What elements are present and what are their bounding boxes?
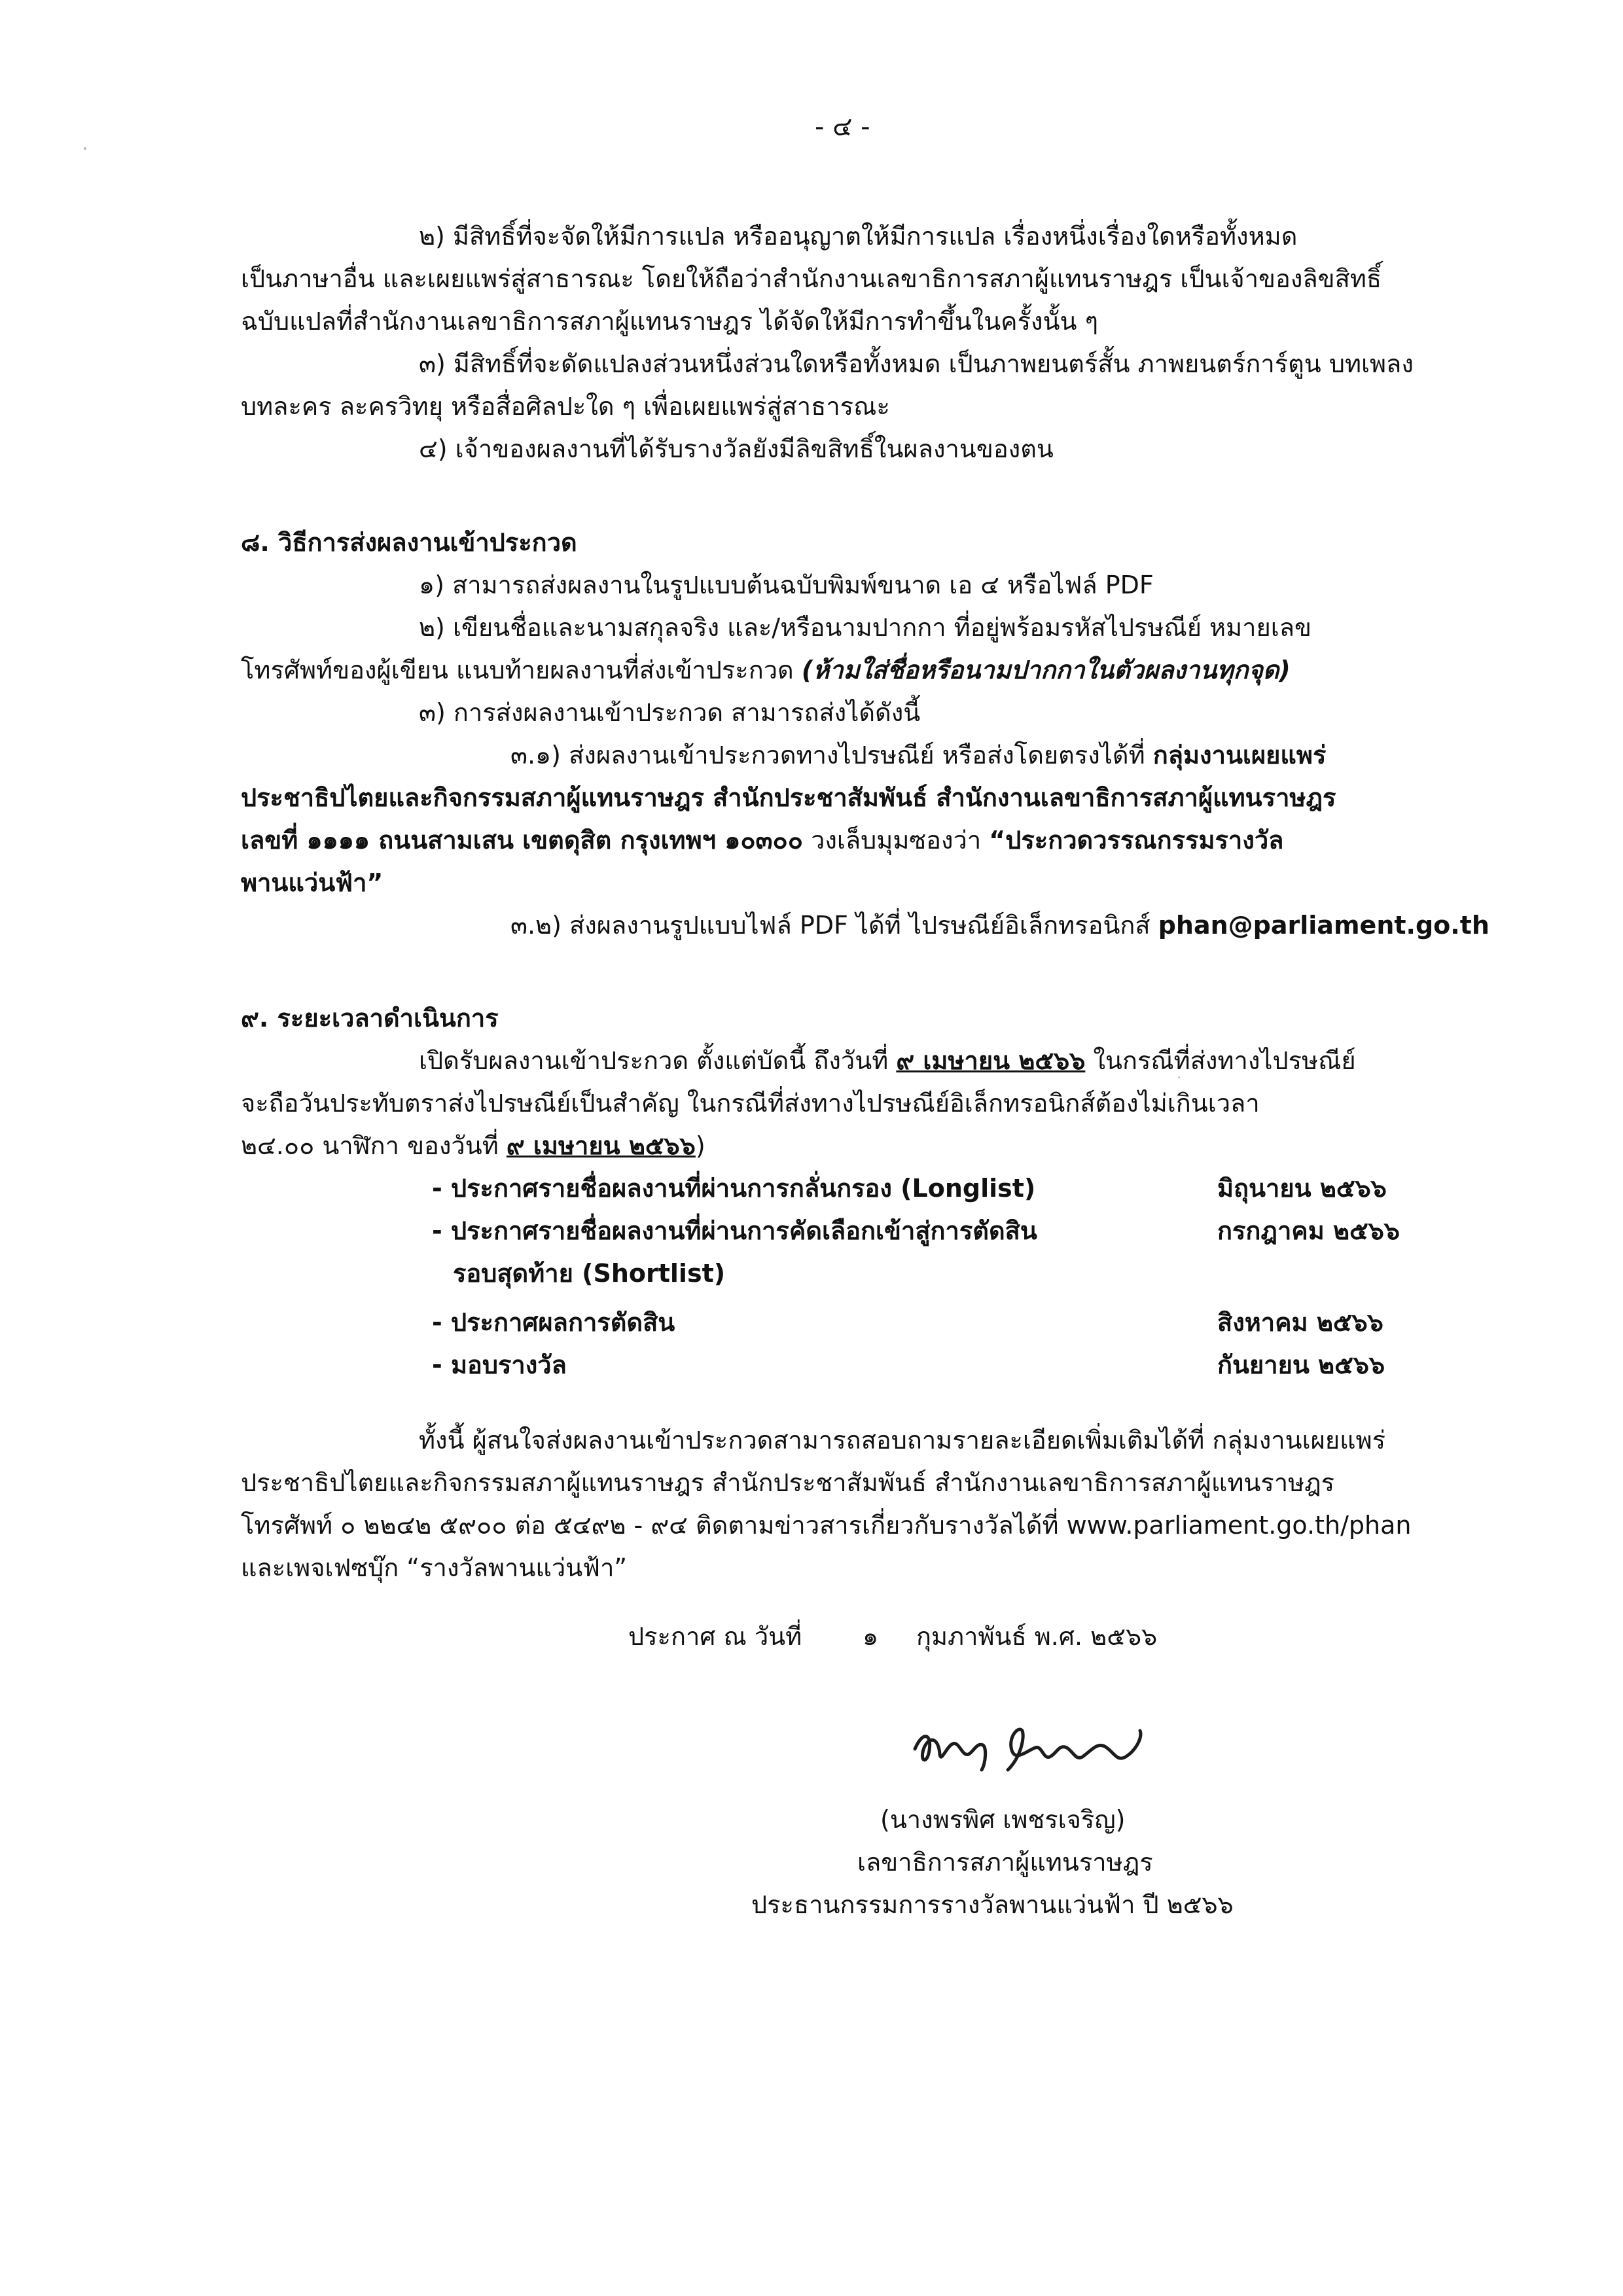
page-number: - ๔ - — [815, 112, 870, 142]
schedule-date: สิงหาคม ๒๕๖๖ — [1217, 1308, 1383, 1337]
right-item-4: ๔) เจ้าของผลงานที่ได้รับรางวัลยังมีลิขสิทธิ์ในผลงานของตน — [419, 434, 1054, 463]
item-3-1-text: ๓.๑) ส่งผลงานเข้าประกวดทางไปรษณีย์ หรือส่งโดยตรงได้ที่ — [510, 741, 1153, 769]
closing-line-4: และเพจเฟซบุ๊ก “รางวัลพานแว่นฟ้า” — [241, 1553, 628, 1582]
signatory-name: (นางพรพิศ เพชรเจริญ) — [880, 1805, 1126, 1834]
schedule-label-cont: รอบสุดท้าย (Shortlist) — [453, 1259, 726, 1288]
deadline-date: ๙ เมษายน ๒๕๖๖ — [896, 1046, 1086, 1075]
deadline-date: ๙ เมษายน ๒๕๖๖ — [506, 1131, 696, 1160]
right-item-3-line-2: บทละคร ละครวิทยุ หรือสื่อศิลปะใด ๆ เพื่อเผยแพร่สู่สาธารณะ — [241, 392, 890, 421]
envelope-note: วงเล็บมุมซองว่า — [802, 826, 990, 855]
item-3-1-org: กลุ่มงานเผยแพร่ — [1152, 741, 1327, 769]
closing-line-2: ประชาธิปไตยและกิจกรรมสภาผู้แทนราษฎร สำนักประชาสัมพันธ์ สำนักงานเลขาธิการสภาผู้แทนราษฎร — [241, 1468, 1335, 1497]
section-8-item-2-line-1: ๒) เขียนชื่อและนามสกุลจริง และ/หรือนามปากกา ที่อยู่พร้อมรหัสไปรษณีย์ หมายเลข — [419, 613, 1312, 642]
section-9-heading: ๙. ระยะเวลาดำเนินการ — [241, 1004, 499, 1033]
right-item-2-line-3: ฉบับแปลที่สำนักงานเลขาธิการสภาผู้แทนราษฎร ได้จัดให้มีการทำขึ้นในครั้งนั้น ๆ — [241, 307, 1098, 336]
signatory-position-1: เลขาธิการสภาผู้แทนราษฎร — [857, 1848, 1153, 1877]
section-9-para-line-1 — [419, 1044, 1356, 1078]
section-8-item-3-1-line-1 — [510, 738, 1326, 772]
closing-line-3: โทรศัพท์ ๐ ๒๒๔๒ ๕๙๐๐ ต่อ ๕๔๙๒ - ๙๔ ติดตามข่าวสารเกี่ยวกับรางวัลได้ที่ www.parliament.go.th/phan — [241, 1511, 1412, 1540]
section-8-item-3-1-line-2: ประชาธิปไตยและกิจกรรมสภาผู้แทนราษฎร สำนักประชาสัมพันธ์ สำนักงานเลขาธิการสภาผู้แทนราษฎร — [241, 783, 1336, 812]
section-8-item-3-1-line-3 — [241, 823, 1283, 857]
email-address: phan@parliament.go.th — [1158, 911, 1489, 940]
schedule-label: - ประกาศรายชื่อผลงานที่ผ่านการคัดเลือกเข้าสู่การตัดสิน — [432, 1216, 1037, 1245]
scan-speck — [1178, 1076, 1180, 1078]
right-item-3-line-1: ๓) มีสิทธิ์ที่จะดัดแปลงส่วนหนึ่งส่วนใดหรือทั้งหมด เป็นภาพยนตร์สั้น ภาพยนตร์การ์ตูน บทเพลง — [419, 349, 1414, 378]
item-2-text: โทรศัพท์ของผู้เขียน แนบท้ายผลงานที่ส่งเข้าประกวด — [241, 656, 802, 684]
announcement-prefix: ประกาศ ณ วันที่ — [628, 1622, 802, 1651]
schedule-date: กรกฎาคม ๒๕๖๖ — [1217, 1216, 1400, 1245]
announcement-month-year: กุมภาพันธ์ พ.ศ. ๒๕๖๖ — [916, 1622, 1158, 1651]
right-item-2-line-2: เป็นภาษาอื่น และเผยแพร่สู่สาธารณะ โดยให้ถือว่าสำนักงานเลขาธิการสภาผู้แทนราษฎร เป็นเจ้าของลิขสิทธิ์ — [241, 264, 1382, 293]
right-item-2-line-1: ๒) มีสิทธิ์ที่จะจัดให้มีการแปล หรืออนุญาตให้มีการแปล เรื่องหนึ่งเรื่องใดหรือทั้งหมด — [419, 222, 1298, 251]
section-8-heading: ๘. วิธีการส่งผลงานเข้าประกวด — [241, 528, 577, 557]
schedule-date: กันยายน ๒๕๖๖ — [1217, 1351, 1385, 1379]
para-text: เปิดรับผลงานเข้าประกวด ตั้งแต่บัดนี้ ถึงวันที่ — [419, 1046, 897, 1075]
schedule-label: - ประกาศผลการตัดสิน — [432, 1308, 675, 1337]
section-8-item-2-line-2 — [241, 653, 1291, 687]
scan-speck — [84, 147, 86, 150]
signatory-position-2: ประธานกรรมการรางวัลพานแว่นฟ้า ปี ๒๕๖๖ — [751, 1890, 1234, 1919]
section-8-item-3-1-line-4: พานแว่นฟ้า” — [241, 868, 383, 897]
section-8-item-1: ๑) สามารถส่งผลงานในรูปแบบต้นฉบับพิมพ์ขนาด เอ ๔ หรือไฟล์ PDF — [419, 571, 1154, 599]
para-text-cont: ในกรณีที่ส่งทางไปรษณีย์ — [1085, 1046, 1356, 1075]
envelope-label: “ประกวดวรรณกรรมรางวัล — [989, 826, 1284, 855]
para-text-cont: ) — [695, 1131, 705, 1160]
section-8-item-3-2 — [510, 908, 1489, 942]
closing-line-1: ทั้งนี้ ผู้สนใจส่งผลงานเข้าประกวดสามารถสอบถามรายละเอียดเพิ่มเติมได้ที่ กลุ่มงานเผยแพร่ — [419, 1426, 1386, 1455]
item-2-warning: (ห้ามใส่ชื่อหรือนามปากกาในตัวผลงานทุกจุด) — [801, 656, 1291, 684]
schedule-label: - มอบรางวัล — [432, 1351, 567, 1379]
handwritten-signature — [910, 1711, 1158, 1796]
announcement-day: ๑ — [863, 1622, 879, 1651]
postal-address: เลขที่ ๑๑๑๑ ถนนสามเสน เขตดุสิต กรุงเทพฯ ๑๐๓๐๐ — [241, 826, 803, 855]
para-text: ๒๔.๐๐ นาฬิกา ของวันที่ — [241, 1131, 507, 1160]
section-8-item-3: ๓) การส่งผลงานเข้าประกวด สามารถส่งได้ดังนี้ — [419, 698, 921, 727]
section-9-para-line-2: จะถือวันประทับตราส่งไปรษณีย์เป็นสำคัญ ในกรณีที่ส่งทางไปรษณีย์อิเล็กทรอนิกส์ต้องไม่เกินเวลา — [241, 1089, 1260, 1118]
section-9-para-line-3 — [241, 1129, 705, 1163]
schedule-date: มิถุนายน ๒๕๖๖ — [1217, 1174, 1387, 1203]
schedule-label: - ประกาศรายชื่อผลงานที่ผ่านการกลั่นกรอง (Longlist) — [432, 1174, 1036, 1203]
item-3-2-text: ๓.๒) ส่งผลงานรูปแบบไฟล์ PDF ได้ที่ ไปรษณีย์อิเล็กทรอนิกส์ — [510, 911, 1158, 940]
